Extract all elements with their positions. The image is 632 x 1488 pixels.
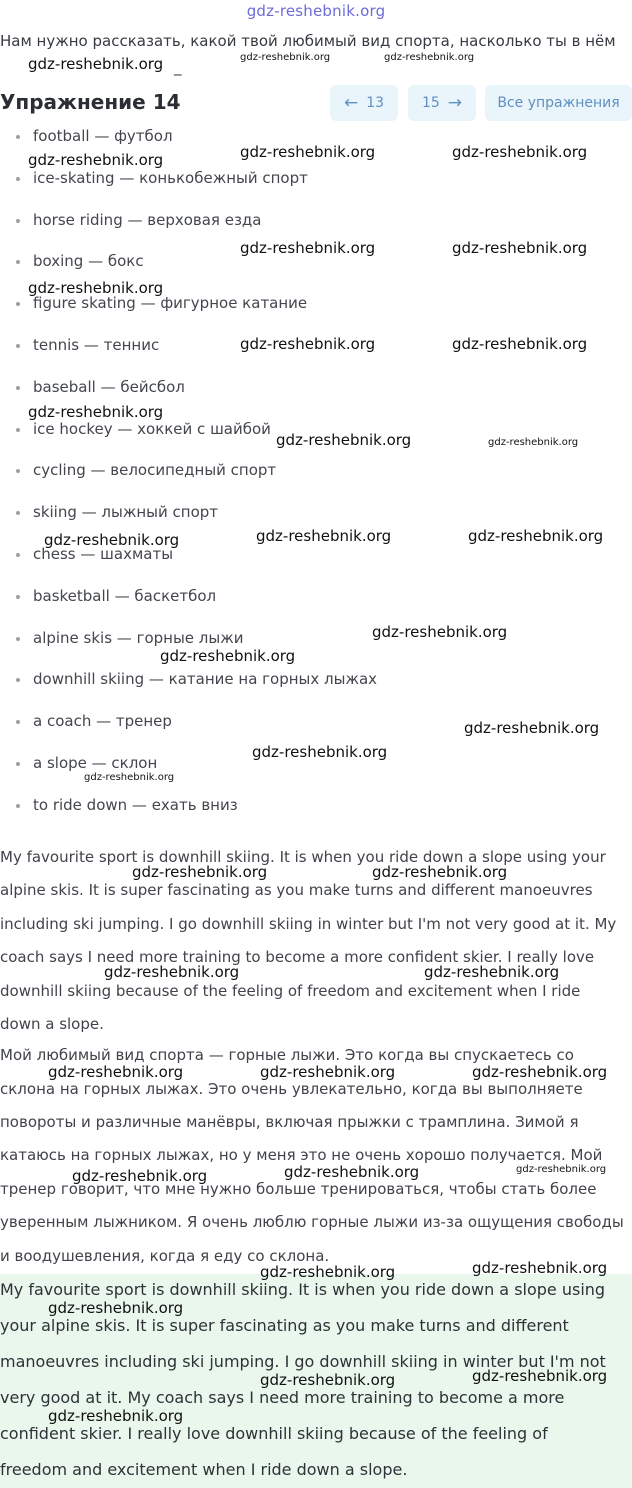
bullet-dot-icon <box>16 344 20 348</box>
text-line: manoeuvres including ski jumping. I go downhill skiing in winter but I'm not <box>0 1352 606 1371</box>
bullet-dot-icon <box>16 428 20 432</box>
text-line: including ski jumping. I go downhill skiing in winter but I'm not very good at it. My <box>0 915 617 933</box>
watermark: gdz-reshebnik.org <box>28 403 164 421</box>
text-line: катаюсь на горных лыжах, но у меня это не очень хорошо получается. Мой <box>0 1146 603 1164</box>
watermark: gdz-reshebnik.org <box>48 1299 184 1317</box>
list-item <box>16 796 616 838</box>
vocab-text: ice hockey — хоккей с шайбой <box>33 419 271 438</box>
bullet-dot-icon <box>16 260 20 264</box>
text-line: и воодушевления, когда я еду со склона. <box>0 1247 330 1265</box>
text-line: coach says I need more training to become a more confident skier. I really love <box>0 948 595 966</box>
watermark: gdz-reshebnik.org <box>452 335 588 353</box>
vocab-text: basketball — баскетбол <box>33 586 217 605</box>
vocab-text: tennis — теннис <box>33 335 160 354</box>
vocab-text: to ride down — ехать вниз <box>33 795 238 814</box>
prev-exercise-button[interactable] <box>330 85 398 121</box>
text-line: very good at it. My coach says I need more training to become a more <box>0 1388 565 1407</box>
text-line: downhill skiing because of the feeling of freedom and excitement when I ride <box>0 982 581 1000</box>
watermark: gdz-reshebnik.org <box>28 55 164 73</box>
bullet-dot-icon <box>16 804 20 808</box>
text-line: уверенным лыжником. Я очень люблю горные лыжи из-за ощущения свободы <box>0 1213 624 1231</box>
watermark: gdz-reshebnik.org <box>240 239 376 257</box>
watermark: gdz-reshebnik.org <box>160 647 296 665</box>
watermark: gdz-reshebnik.org <box>468 527 604 545</box>
watermark: gdz-reshebnik.org <box>472 1259 608 1277</box>
vocab-text: a coach — тренер <box>33 712 172 731</box>
exercise-title: Упражнение 14 <box>0 90 181 114</box>
bullet-dot-icon <box>16 469 20 473</box>
watermark: gdz-reshebnik.org <box>424 963 560 981</box>
top-site-watermark: gdz-reshebnik.org <box>246 2 386 20</box>
watermark: gdz-reshebnik.org <box>372 623 508 641</box>
watermark: gdz-reshebnik.org <box>260 1063 396 1081</box>
watermark: gdz-reshebnik.org <box>72 1167 208 1185</box>
list-item <box>16 461 616 503</box>
bullet-dot-icon <box>16 762 20 766</box>
bullet-dot-icon <box>16 302 20 306</box>
vocab-text: chess — шахматы <box>33 544 174 563</box>
watermark: gdz-reshebnik.org <box>132 863 268 881</box>
watermark: gdz-reshebnik.org <box>260 1263 396 1281</box>
vocab-text: baseball — бейсбол <box>33 377 185 396</box>
text-line: повороты и различные манёвры, включая прыжки с трамплина. Зимой я <box>0 1113 579 1131</box>
intro-dash: _ <box>174 58 182 76</box>
vocab-text: ice-skating — конькобежный спорт <box>33 168 308 187</box>
watermark: gdz-reshebnik.org <box>472 1367 608 1385</box>
bullet-dot-icon <box>16 177 20 181</box>
text-line: confident skier. I really love downhill skiing because of the feeling of <box>0 1424 548 1443</box>
text-line: alpine skis. It is super fascinating as you make turns and different manoeuvres <box>0 881 593 899</box>
text-line: My favourite sport is downhill skiing. It is when you ride down a slope using your <box>0 848 606 866</box>
watermark: gdz-reshebnik.org <box>44 531 180 549</box>
list-item <box>16 169 616 211</box>
bullet-dot-icon <box>16 720 20 724</box>
watermark: gdz-reshebnik.org <box>384 52 475 63</box>
watermark: gdz-reshebnik.org <box>84 772 175 783</box>
text-line: freedom and excitement when I ride down a slope. <box>0 1460 408 1479</box>
watermark: gdz-reshebnik.org <box>452 239 588 257</box>
bullet-dot-icon <box>16 219 20 223</box>
bullet-dot-icon <box>16 637 20 641</box>
vocab-text: figure skating — фигурное катание <box>33 294 308 313</box>
watermark: gdz-reshebnik.org <box>452 143 588 161</box>
watermark: gdz-reshebnik.org <box>28 151 164 169</box>
watermark: gdz-reshebnik.org <box>104 963 240 981</box>
arrow-left-icon: ← <box>343 92 359 113</box>
vocab-text: cycling — велосипедный спорт <box>33 461 277 480</box>
vocab-text: horse riding — верховая езда <box>33 210 262 229</box>
bullet-dot-icon <box>16 553 20 557</box>
vocab-text: downhill skiing — катание на горных лыжах <box>33 670 378 689</box>
watermark: gdz-reshebnik.org <box>240 335 376 353</box>
vocab-text: skiing — лыжный спорт <box>33 503 219 522</box>
text-line: My favourite sport is downhill skiing. It is when you ride down a slope using <box>0 1280 606 1299</box>
bullet-dot-icon <box>16 595 20 599</box>
watermark: gdz-reshebnik.org <box>260 1371 396 1389</box>
list-item <box>16 670 616 712</box>
watermark: gdz-reshebnik.org <box>28 279 164 297</box>
text-line: тренер говорит, что мне нужно больше тренироваться, чтобы стать более <box>0 1180 597 1198</box>
all-exercises-button[interactable] <box>485 85 632 121</box>
intro-text: Нам нужно рассказать, какой твой любимый вид спорта, насколько ты в нём <box>0 32 616 50</box>
watermark: gdz-reshebnik.org <box>240 52 331 63</box>
bullet-dot-icon <box>16 135 20 139</box>
watermark: gdz-reshebnik.org <box>276 431 412 449</box>
list-item <box>16 629 616 671</box>
watermark: gdz-reshebnik.org <box>48 1063 184 1081</box>
next-exercise-label: 15 <box>421 95 440 111</box>
list-item <box>16 545 616 587</box>
watermark: gdz-reshebnik.org <box>284 1163 420 1181</box>
watermark: gdz-reshebnik.org <box>240 143 376 161</box>
vocab-text: alpine skis — горные лыжи <box>33 628 244 647</box>
watermark: gdz-reshebnik.org <box>488 437 579 448</box>
list-item <box>16 587 616 629</box>
text-line: Мой любимый вид спорта — горные лыжи. Это когда вы спускаетесь со <box>0 1046 574 1064</box>
bullet-dot-icon <box>16 678 20 682</box>
prev-exercise-label: 13 <box>366 95 385 111</box>
text-line: склона на горных лыжах. Это очень увлекательно, когда вы выполняете <box>0 1080 583 1098</box>
bullet-dot-icon <box>16 511 20 515</box>
vocab-text: boxing — бокс <box>33 252 144 271</box>
vocab-text: football — футбол <box>33 127 173 145</box>
english-text <box>0 848 632 1038</box>
text-line: down a slope. <box>0 1015 104 1033</box>
all-exercises-label: Все упражнения <box>497 95 620 111</box>
arrow-right-icon: → <box>447 92 463 113</box>
watermark: gdz-reshebnik.org <box>472 1063 608 1081</box>
watermark: gdz-reshebnik.org <box>372 863 508 881</box>
watermark: gdz-reshebnik.org <box>516 1164 607 1175</box>
vocab-text: a slope — склон <box>33 753 158 772</box>
watermark: gdz-reshebnik.org <box>464 719 600 737</box>
bullet-dot-icon <box>16 386 20 390</box>
text-line: your alpine skis. It is super fascinating as you make turns and different <box>0 1316 569 1335</box>
next-exercise-button[interactable] <box>408 85 476 121</box>
watermark: gdz-reshebnik.org <box>256 527 392 545</box>
list-item <box>16 294 616 336</box>
watermark: gdz-reshebnik.org <box>252 743 388 761</box>
watermark: gdz-reshebnik.org <box>48 1407 184 1425</box>
